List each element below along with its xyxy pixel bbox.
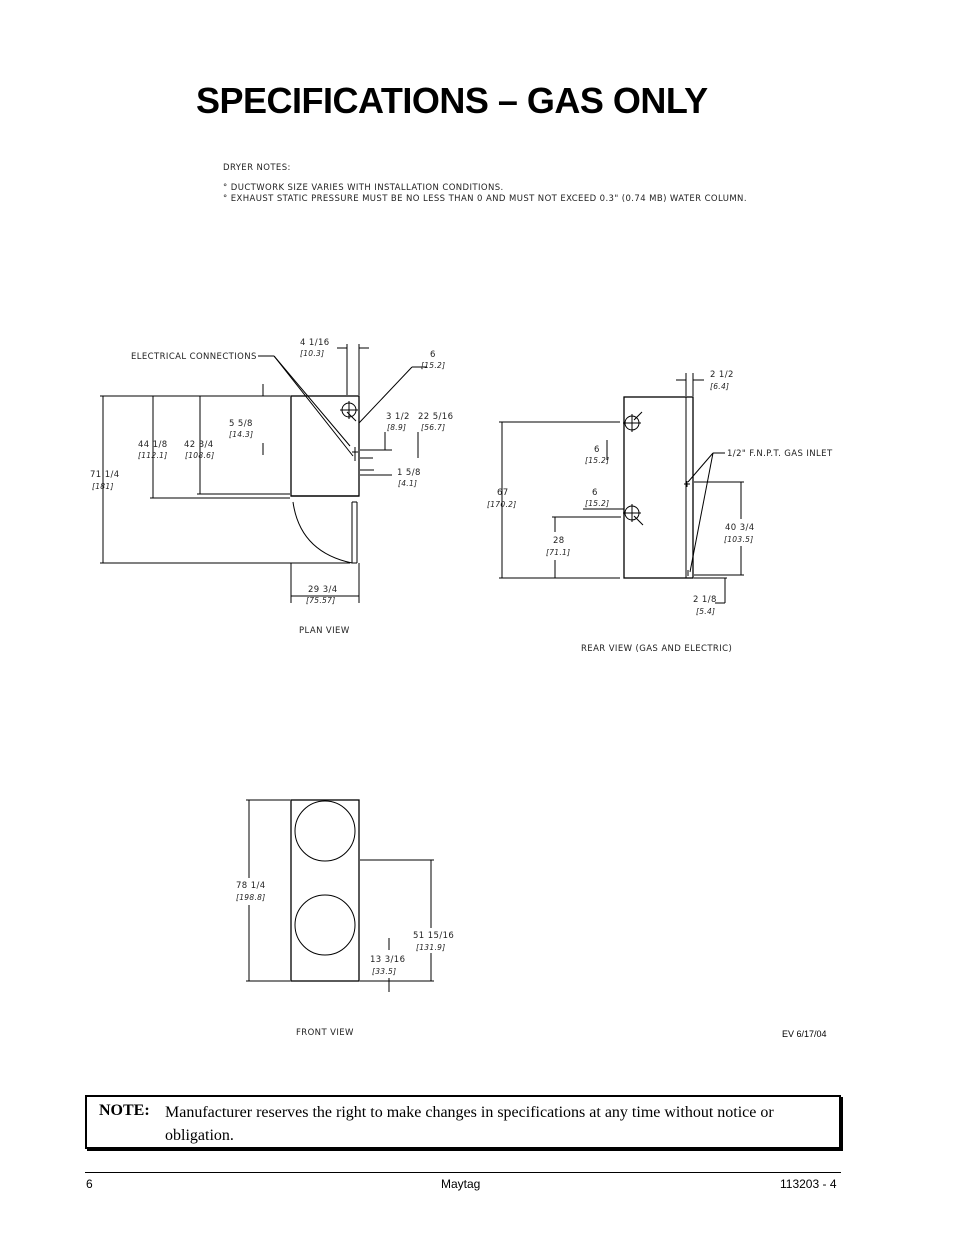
note-label: NOTE: [99, 1102, 150, 1119]
dryer-note-2: ° EXHAUST STATIC PRESSURE MUST BE NO LESS THAN 0 AND MUST NOT EXCEED 0.3" (0.74 MB) WATER COLUMN. [223, 194, 747, 204]
doc-number: 113203 - 4 [780, 1177, 837, 1191]
dim-67-metric: [170.2] [487, 500, 517, 509]
dim-2-1-8: 2 1/8 [693, 595, 717, 605]
dim-71-1-4-metric: [181] [92, 482, 114, 491]
dim-42-3-4-metric: [108.6] [185, 451, 215, 460]
dim-6-plan: 6 [430, 350, 436, 360]
dim-44-1-8-metric: [112.1] [138, 451, 168, 460]
dim-1-5-8: 1 5/8 [397, 468, 421, 478]
dim-3-1-2-metric: [8.9] [387, 423, 407, 432]
dim-6-rear-upper: 6 [594, 445, 600, 455]
dim-2-1-2: 2 1/2 [710, 370, 734, 380]
footer-rule [85, 1172, 841, 1173]
dim-29-3-4-metric: [75.57] [306, 596, 336, 605]
revision-stamp: EV 6/17/04 [782, 1029, 827, 1039]
dim-40-3-4-metric: [103.5] [724, 535, 754, 544]
dim-6-plan-metric: [15.2] [421, 361, 446, 370]
plan-view-door-swing [293, 502, 352, 563]
note-box [85, 1095, 841, 1149]
note-text: Manufacturer reserves the right to make changes in specifications at any time without notice or obligation. [165, 1104, 774, 1144]
dim-6-rear-upper-metric: [15.2] [585, 456, 610, 465]
electrical-connections-label: ELECTRICAL CONNECTIONS [131, 352, 257, 362]
dim-71-1-4: 71 1/4 [90, 470, 120, 480]
front-view-drawing [236, 800, 454, 1038]
dim-2-1-2-metric: [6.4] [710, 382, 730, 391]
dim-6-rear-lower-metric: [15.2] [585, 499, 610, 508]
rear-view-cabinet [624, 397, 693, 578]
gas-inlet-label: 1/2" F.N.P.T. GAS INLET [727, 449, 833, 459]
dim-51-15-16-metric: [131.9] [416, 943, 446, 952]
dim-67: 67 [497, 488, 509, 498]
dim-4-1-16-metric: [10.3] [300, 349, 325, 358]
dim-13-3-16: 13 3/16 [370, 955, 406, 965]
footer-brand: Maytag [441, 1177, 481, 1191]
dim-28-metric: [71.1] [546, 548, 571, 557]
dryer-notes [223, 163, 747, 204]
front-view-caption: FRONT VIEW [296, 1028, 354, 1038]
dim-6-rear-lower: 6 [592, 488, 598, 498]
dryer-notes-heading: DRYER NOTES: [223, 163, 291, 173]
dim-3-1-2: 3 1/2 [386, 412, 410, 422]
dryer-note-1: ° DUCTWORK SIZE VARIES WITH INSTALLATION CONDITIONS. [223, 183, 504, 193]
page-number: 6 [86, 1177, 93, 1191]
dim-78-1-4-metric: [198.8] [236, 893, 266, 902]
dim-28: 28 [553, 536, 565, 546]
dim-5-5-8-metric: [14.3] [229, 430, 254, 439]
dim-78-1-4: 78 1/4 [236, 881, 266, 891]
rear-view-caption: REAR VIEW (GAS AND ELECTRIC) [581, 644, 733, 654]
dim-22-5-16-metric: [56.7] [421, 423, 446, 432]
dim-2-1-8-metric: [5.4] [696, 607, 716, 616]
dim-42-3-4: 42 3/4 [184, 440, 214, 450]
plan-view-caption: PLAN VIEW [299, 626, 350, 636]
page-title: SPECIFICATIONS – GAS ONLY [196, 80, 708, 121]
dim-5-5-8: 5 5/8 [229, 419, 253, 429]
dim-51-15-16: 51 15/16 [413, 931, 455, 941]
front-view-cabinet [291, 800, 359, 981]
dim-1-5-8-metric: [4.1] [398, 479, 418, 488]
dim-40-3-4: 40 3/4 [725, 523, 755, 533]
front-view-upper-door [295, 801, 355, 861]
dim-22-5-16: 22 5/16 [418, 412, 454, 422]
front-view-lower-door [295, 895, 355, 955]
dim-44-1-8: 44 1/8 [138, 440, 168, 450]
rear-view-drawing [487, 370, 833, 654]
dim-13-3-16-metric: [33.5] [372, 967, 397, 976]
dim-29-3-4: 29 3/4 [308, 585, 338, 595]
dim-4-1-16: 4 1/16 [300, 338, 330, 348]
plan-view-drawing [90, 338, 453, 636]
